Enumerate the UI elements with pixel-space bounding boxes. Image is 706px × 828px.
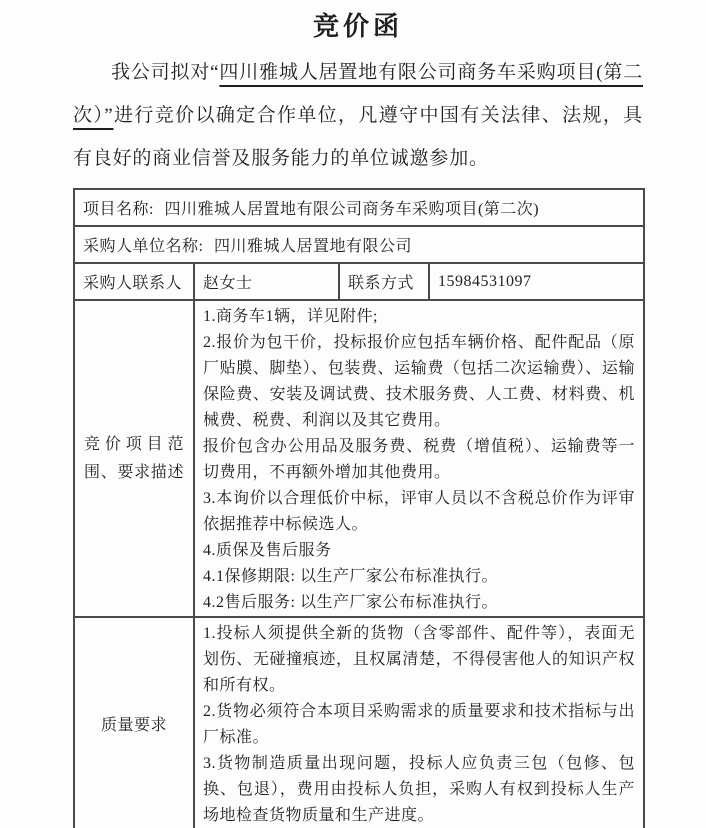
- purchaser-row: [74, 226, 644, 263]
- scope-paragraph: 3.本询价以合理低价中标，评审人员以不含税总价作为评审依据推荐中标候选人。: [203, 490, 635, 533]
- phone-value-cell: 15984531097: [429, 263, 644, 300]
- bid-info-table: [73, 188, 645, 828]
- intro-prefix: 我公司拟对“: [111, 62, 220, 83]
- purchaser-value: 四川雅城人居置地有限公司: [213, 238, 412, 255]
- scope-label-line1: 竞价项目范: [84, 435, 184, 453]
- scope-paragraph: 2.报价为包干价，投标报价应包括车辆价格、配件配品（原厂贴膜、脚垫）、包装费、运输费（包括二次运输费）、运输保险费、安装及调试费、技术服务费、人工费、材料费、机械费、税费、利润以及其它费用。: [203, 334, 635, 429]
- scope-label-cell: [74, 300, 194, 617]
- quality-paragraph: 2.货物必须符合本项目采购需求的质量要求和技术指标与出厂标准。: [203, 703, 635, 746]
- project-name-cell: [74, 189, 644, 226]
- scope-paragraph: 4.质保及售后服务: [203, 542, 332, 559]
- project-name-value: 四川雅城人居置地有限公司商务车采购项目(第二次): [164, 201, 540, 218]
- purchaser-cell: [74, 226, 644, 263]
- contact-value-cell: 赵女士: [194, 263, 339, 300]
- scope-paragraph: 报价包含办公用品及服务费、税费（增值税）、运输费等一切费用，不再额外增加其他费用。: [203, 438, 635, 481]
- project-name-label: 项目名称:: [83, 201, 154, 218]
- scope-paragraph: 4.2售后服务: 以生产厂家公布标准执行。: [203, 594, 498, 611]
- quality-row: [74, 617, 644, 828]
- scope-row: [74, 300, 644, 617]
- quality-paragraph: 3.货物制造质量出现问题，投标人应负责三包（包修、包换、包退），费用由投标人负担，采购人有权到投标人生产场地检查货物质量和生产进度。: [203, 755, 635, 824]
- quality-content-cell: [194, 617, 644, 828]
- purchaser-label: 采购人单位名称:: [83, 238, 204, 255]
- intro-paragraph: [73, 51, 643, 180]
- scope-paragraph: 1.商务车1辆，详见附件;: [203, 308, 378, 325]
- underlined-project-name: 四川雅城人居置地有限公司商务车采购项目(第二次）”: [73, 62, 643, 126]
- scope-content-cell: [194, 300, 644, 617]
- scope-label-line2: 围、要求描述: [84, 463, 184, 481]
- phone-label-cell: 联系方式: [339, 263, 429, 300]
- quality-label-cell: 质量要求: [74, 617, 194, 828]
- project-name-row: [74, 189, 644, 226]
- intro-suffix: 进行竞价以确定合作单位，凡遵守中国有关法律、法规，具有良好的商业信誉及服务能力的单位诚邀参加。: [73, 105, 643, 169]
- contact-label-cell: 采购人联系人: [74, 263, 194, 300]
- contact-row: [74, 263, 644, 300]
- scope-paragraph: 4.1保修期限: 以生产厂家公布标准执行。: [203, 568, 498, 585]
- document-title: 竞价函: [312, 12, 403, 41]
- quality-paragraph: 1.投标人须提供全新的货物（含零部件、配件等），表面无划伤、无碰撞痕迹，且权属清楚，不得侵害他人的知识产权和所有权。: [203, 625, 635, 694]
